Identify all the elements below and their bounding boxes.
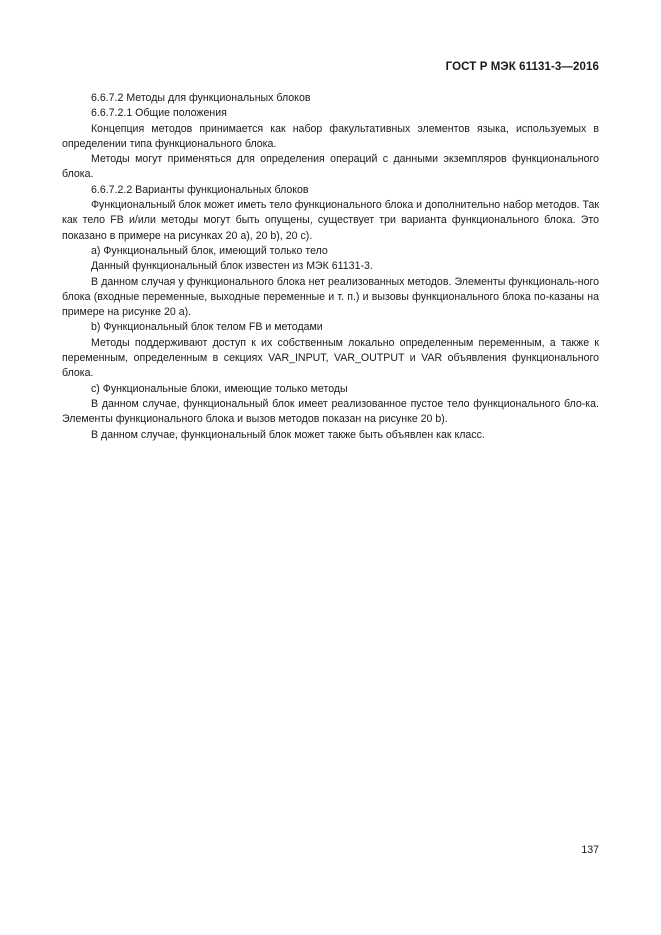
list-item-b: b) Функциональный блок телом FB и методами [91, 321, 323, 334]
paragraph-class-declaration: В данном случае, функциональный блок может также быть объявлен как класс. [91, 428, 485, 441]
standard-header: ГОСТ Р МЭК 61131-3—2016 [445, 61, 599, 73]
paragraph-methods-concept: Концепция методов принимается как набор факультативных элементов языка, используемых в определении типа функционального блока. [62, 122, 599, 150]
list-item-c: с) Функциональные блоки, имеющие только методы [91, 382, 348, 395]
paragraph-empty-body: В данном случае, функциональный блок имеет реализованное пустое тело функционального бло-ка. Элементы функционального блока и вызов методов показан на рисунке 20 b). [62, 397, 599, 426]
paragraph-known-from-iec: Данный функциональный блок известен из МЭК 61131-3. [91, 260, 373, 273]
section-heading-6-6-7-2-1: 6.6.7.2.1 Общие положения [91, 107, 227, 120]
section-heading-6-6-7-2: 6.6.7.2 Методы для функциональных блоков [91, 92, 311, 104]
paragraph-methods-access: Методы поддерживают доступ к их собственным локально определенным переменным, а также к переменным, определенным в секциях VAR_INPUT, VAR_OUTPUT и VAR объявления функционального блока. [62, 336, 599, 380]
section-heading-6-6-7-2-2: 6.6.7.2.2 Варианты функциональных блоков [91, 183, 309, 196]
paragraph-fb-variants: Функциональный блок может иметь тело функционального блока и дополнительно набор методов. Так как тело FB и/или методы могут быть опущены, существует три варианта функционального блока. Это показано в примере на рисунках 20 а), 20 b), 20 c). [62, 199, 599, 242]
body-text [62, 91, 599, 443]
list-item-a: а) Функциональный блок, имеющий только тело [91, 244, 328, 257]
page-number: 137 [581, 844, 599, 856]
paragraph-no-methods: В данном случая у функционального блока нет реализованных методов. Элементы функциональ-ного блока (входные переменные, выходные переменные и т. п.) и вызовы функционального блока по-казаны на примере на рисунке 20 а). [62, 275, 599, 319]
paragraph-methods-usage: Методы могут применяться для определения операций с данными экземпляров функционального блока. [62, 153, 599, 181]
